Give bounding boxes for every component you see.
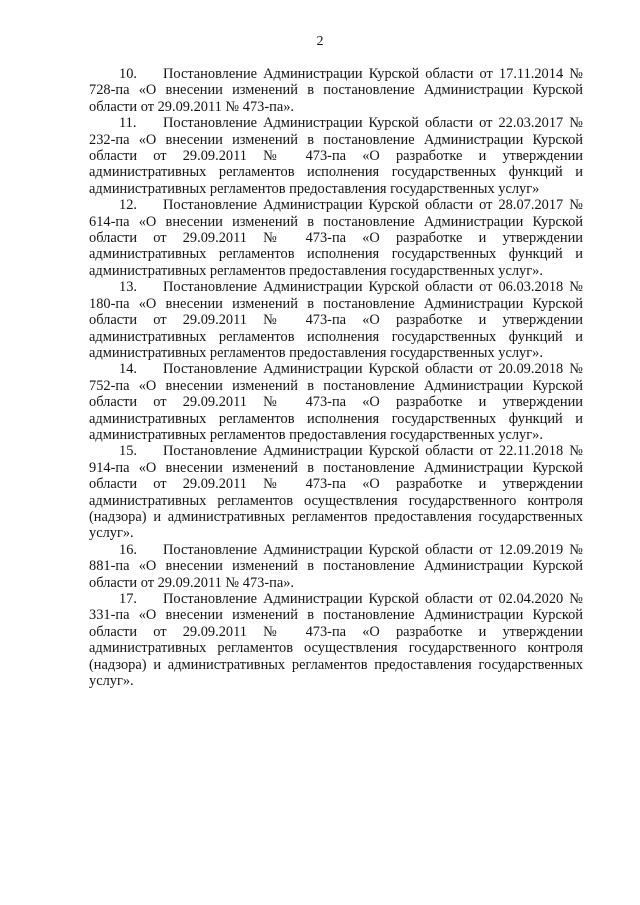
item-number: 11. <box>119 115 137 132</box>
list-item <box>89 115 583 197</box>
item-text: Постановление Администрации Курской области от 02.04.2020 № 331-па «О внесении изменений в постановление Администрации Курской области от 29.09.2011 № 473-па «О разработке и утверждении административных регламентов осуществления государственного контроля (надзора) и административных регламентов предоставления государственных услуг». <box>89 591 583 690</box>
list-item <box>89 197 583 279</box>
item-number: 16. <box>119 541 137 558</box>
document-body <box>89 66 583 689</box>
item-number: 10. <box>119 66 137 82</box>
list-item <box>89 542 583 591</box>
item-text: Постановление Администрации Курской области от 17.11.2014 № 728-па «О внесении изменений в постановление Администрации Курской области от 29.09.2011 № 473-па». <box>89 66 583 115</box>
item-text: Постановление Администрации Курской области от 06.03.2018 № 180-па «О внесении изменений в постановление Администрации Курской области от 29.09.2011 № 473-па «О разработке и утверждении административных регламентов исполнения государственных функций и административных регламентов предоставления государственных услуг». <box>89 279 583 361</box>
item-number: 17. <box>119 591 137 607</box>
list-item <box>89 279 583 361</box>
item-text: Постановление Администрации Курской области от 28.07.2017 № 614-па «О внесении изменений в постановление Администрации Курской области от 29.09.2011 № 473-па «О разработке и утверждении административных регламентов исполнения государственных функций и административных регламентов предоставления государственных услуг». <box>89 197 583 279</box>
item-text: Постановление Администрации Курской области от 22.11.2018 № 914-па «О внесении изменений в постановление Администрации Курской области от 29.09.2011 № 473-па «О разработке и утверждении административных регламентов осуществления государственного контроля (надзора) и административных регламентов предоставления государственных услуг». <box>89 443 583 542</box>
list-item <box>89 66 583 115</box>
item-number: 15. <box>119 443 137 460</box>
list-item <box>89 361 583 443</box>
item-number: 12. <box>119 197 137 214</box>
item-text: Постановление Администрации Курской области от 12.09.2019 № 881-па «О внесении изменений в постановление Администрации Курской области от 29.09.2011 № 473-па». <box>89 541 583 591</box>
item-text: Постановление Администрации Курской области от 20.09.2018 № 752-па «О внесении изменений в постановление Администрации Курской области от 29.09.2011 № 473-па «О разработке и утверждении административных регламентов исполнения государственных функций и административных регламентов предоставления государственных услуг». <box>89 361 583 443</box>
list-item <box>89 443 583 541</box>
item-text: Постановление Администрации Курской области от 22.03.2017 № 232-па «О внесении изменений в постановление Администрации Курской области от 29.09.2011 № 473-па «О разработке и утверждении административных регламентов исполнения государственных функций и административных регламентов предоставления государственных услуг» <box>89 115 583 197</box>
item-number: 14. <box>119 361 137 378</box>
item-number: 13. <box>119 279 137 296</box>
list-item <box>89 591 583 689</box>
page-number: 2 <box>316 34 324 49</box>
